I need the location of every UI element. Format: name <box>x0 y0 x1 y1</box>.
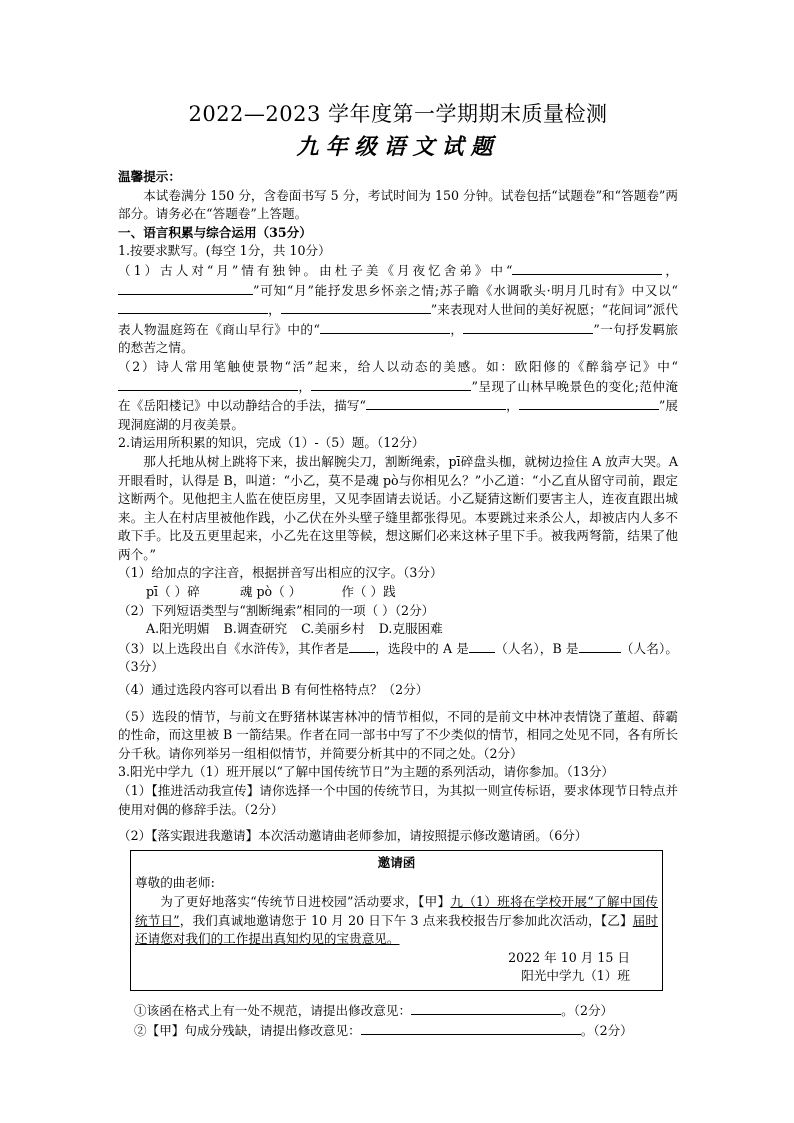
letter-body <box>135 893 658 949</box>
q1-part1-text-g: ”一句抒发羁旅的愁苦之情。 <box>118 321 678 356</box>
q3-stem: 3.阳光中学九（1）班开展以“了解中国传统节日”为主题的系列活动，请你参加。（13分） <box>118 764 615 780</box>
hint-text: 本试卷满分 150 分，含卷面书写 5 分，考试时间为 150 分钟。试卷包括“试题卷”和“答题卷”两部分。请务必在“答题卷”上答题。 <box>118 187 678 222</box>
answer-blank[interactable] <box>519 396 659 410</box>
q1-part1-text-b: ， <box>662 262 679 278</box>
q1-stem: 1.按要求默写。(每空 1分，共 10分） <box>118 243 331 259</box>
q3-answer1 <box>134 1001 678 1021</box>
q2-stem: 2.请运用所积累的知识，完成（1）-（5）题。（12分） <box>118 435 425 451</box>
exam-title: 2022—2023 学年度第一学期期末质量检测 <box>188 102 608 126</box>
answer-blank[interactable] <box>349 639 375 653</box>
answer-blank[interactable] <box>118 281 253 295</box>
q3-answer2-text-b: 。（2分） <box>580 1022 633 1038</box>
letter-body-text-a: 为了更好地落实“传统节日进校园”活动要求，【甲】 <box>160 893 451 909</box>
q1-part2-text-a: （2）诗人常用笔触使景物“活”起来，给人以动态的美感。如：欧阳修的《醉翁亭记》中“ <box>118 358 678 374</box>
q3-answer1-text-a: ①该函在格式上有一处不规范，请提出修改意见： <box>134 1002 412 1018</box>
q3-answer2-text-a: ②【甲】句成分残缺，请提出修改意见： <box>134 1022 361 1038</box>
option-d[interactable]: D.克服困难 <box>378 621 443 637</box>
q2-sub5: （5）选段的情节，与前文在野猪林谋害林冲的情节相似，不同的是前文中林冲表情饶了董超、薛霸的性命，而这里被 B 一箭结果。作者在同一部书中写了不少类似的情节，相同之处见不同，各有所长分千秋。请你列举另一组相似情节，并简要分析其中的不同之处。（2分） <box>118 708 678 761</box>
pinyin-item[interactable]: pī（ ）碎 <box>146 584 200 600</box>
option-c[interactable]: C.美丽乡村 <box>301 621 365 637</box>
q3-sub1: （1）【推进活动我宣传】请你选择一个中国的传统节日，为其拟一则宣传标语，要求体现节日特点并使用对偶的修辞手法。（2分） <box>118 783 678 817</box>
q2-sub1: （1）给加点的字注音，根据拼音写出相应的汉字。（3分） <box>118 565 443 581</box>
answer-blank[interactable] <box>281 300 431 314</box>
answer-blank[interactable] <box>579 639 621 653</box>
q1-part2-text-b: ， <box>298 378 312 394</box>
q1-part2-text-d: ， <box>506 398 519 414</box>
exam-page <box>118 100 678 1040</box>
q2-sub2-options <box>118 620 678 639</box>
answer-blank[interactable] <box>411 1001 561 1015</box>
q2-sub3 <box>118 639 678 677</box>
q1-part1-text-d: ， <box>268 302 281 318</box>
letter-body-text-b: ，我们真诚地邀请您于 10 月 20 日下午 3 点来我校报告厅参加此次活动，【乙】 <box>179 912 633 928</box>
q1-part2-text-c: ”呈现了山林早晚景色的变化;范仲淹在《岳阳楼记》中以动静结合的手法，描写“ <box>118 378 679 414</box>
answer-blank[interactable] <box>118 300 268 314</box>
answer-blank[interactable] <box>361 1021 581 1035</box>
q3-sub2: （2）【落实跟进我邀请】本次活动邀请曲老师参加，请按照提示修改邀请函。（6分） <box>118 828 588 844</box>
invitation-letter <box>130 850 663 991</box>
q1-part1-text-e: ”来表现对人世间的美好祝愿；“花间词”派代表人物温庭筠在《商山早行》中的“ <box>118 302 678 337</box>
q2-sub3-text-d: （人名）。（3分） <box>118 640 678 675</box>
exam-subtitle: 九年级语文试题 <box>296 134 500 160</box>
answer-blank[interactable] <box>118 377 298 391</box>
hint-label-line <box>118 168 678 187</box>
hint-label: 温馨提示： <box>118 169 181 184</box>
answer-blank[interactable] <box>469 639 495 653</box>
q2-sub3-text-b: ，选段中的 A 是 <box>375 640 469 656</box>
q2-sub4: （4）通过选段内容可以看出 B 有何性格特点？（2分） <box>118 682 429 698</box>
section1-heading: 一、语言积累与综合运用（35分） <box>118 224 312 240</box>
q2-sub1-items <box>118 583 678 602</box>
answer-blank[interactable] <box>366 396 506 410</box>
letter-date: 2022 年 10 月 15 日 <box>508 949 630 965</box>
answer-blank[interactable] <box>512 261 662 275</box>
answer-blank[interactable] <box>463 320 593 334</box>
q2-sub2: （2）下列短语类型与“割断绳索”相同的一项（ ）（2分） <box>118 602 435 618</box>
letter-underline-yi: 届时还请您对我们的工作提出真知灼见的宝贵意见。 <box>135 912 658 947</box>
pinyin-item[interactable]: 魂 pò（ ） <box>239 584 302 600</box>
q2-sub3-text-a: （3）以上选段出自《水浒传》，其作者是 <box>118 640 350 656</box>
q1-part2 <box>118 358 678 434</box>
q1-part1-text-c: ”可知“月”能抒发思乡怀亲之情;苏子瞻《水调歌头·明月几时有》中又以“ <box>253 282 678 298</box>
q2-passage: 那人托地从树上跳将下来，拔出解腕尖刀，割断绳索，pī碎盘头枷，就树边捡住 A 放声大哭。A 开眼看时，认得是 B，叫道：“小乙，莫不是魂 pò与你相见么？”小乙道：“小乙直从留守司前，跟定这断两个。见他把主人监在使臣房里，又见李固请去说话。小乙疑猜这断们要害主人，连夜直跟出城来。主人在村店里被他作践，小乙伏在外头壁子缝里都张得见。本要跳过来杀公人，却被店内人多不敢下手。比及五更里起来，小乙先在这里等候，想这厮们必来这林子里下手。被我两弩箭，结果了他两个。” <box>118 453 678 562</box>
letter-title: 邀请函 <box>377 854 416 870</box>
answer-blank[interactable] <box>311 377 471 391</box>
q1-part2-text-e: ”展现洞庭湖的月夜美景。 <box>118 398 678 432</box>
option-a[interactable]: A.阳光明媚 <box>146 621 210 637</box>
letter-signer: 阳光中学九（1）班 <box>521 968 630 984</box>
q1-part1 <box>118 261 678 358</box>
q3-answer1-text-b: 。（2分） <box>561 1002 614 1018</box>
option-b[interactable]: B.调查研究 <box>223 621 288 637</box>
pinyin-item[interactable]: 作（ ）践 <box>341 584 396 600</box>
letter-greeting: 尊敬的曲老师: <box>135 875 215 891</box>
q1-part1-text-f: ， <box>449 321 464 337</box>
q3-answer2 <box>134 1021 678 1041</box>
letter-underline-jia: 九（1）班将在学校开展“了解中国传统节日” <box>135 893 659 928</box>
answer-blank[interactable] <box>320 320 450 334</box>
q1-part1-text-a: （1）古人对“月”情有独钟。由杜子美《月夜忆舍弟》中“ <box>118 262 513 278</box>
q2-sub3-text-c: （人名），B 是 <box>494 640 579 656</box>
